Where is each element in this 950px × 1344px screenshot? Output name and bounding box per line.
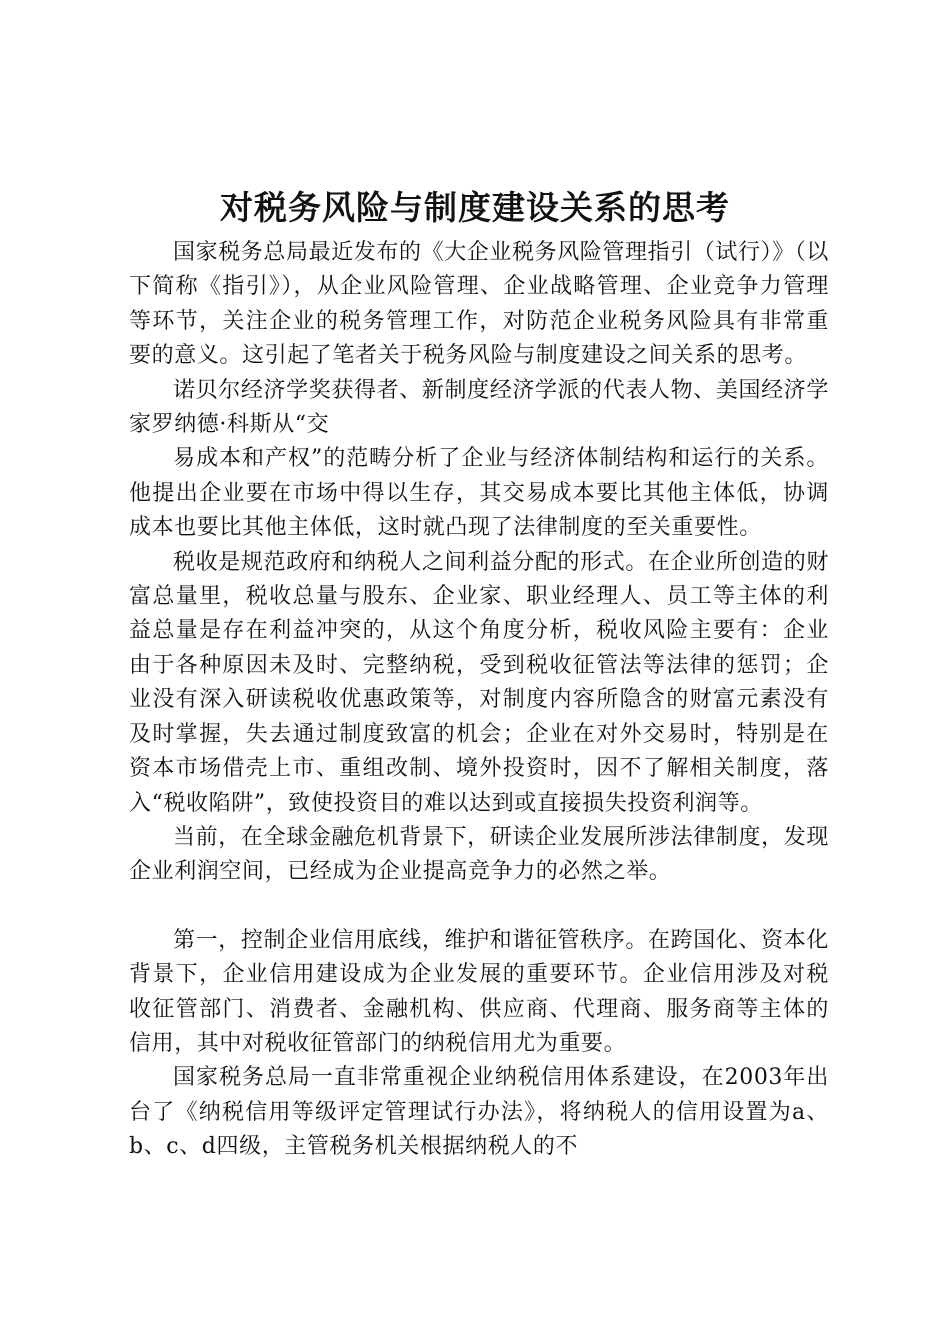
paragraph-financial-crisis: 当前，在全球金融危机背景下，研读企业发展所涉法律制度，发现企业利润空间，已经成为企业提高竞争力的必然之举。 (129, 824, 829, 885)
paragraph-credit-rating: 国家税务总局一直非常重视企业纳税信用体系建设，在2003年出台了《纳税信用等级评定管理试行办法》，将纳税人的信用设置为a、b、c、d四级，主管税务机关根据纳税人的不 (129, 1065, 829, 1160)
paragraph-tax-risk: 税收是规范政府和纳税人之间利益分配的形式。在企业所创造的财富总量里，税收总量与股东、企业家、职业经理人、员工等主体的利益总量是存在利益冲突的，从这个角度分析，税收风险主要有：企业由于各种原因未及时、完整纳税，受到税收征管法等法律的惩罚；企业没有深入研读税收优惠政策等，对制度内容所隐含的财富元素没有及时掌握，失去通过制度致富的机会；企业在对外交易时，特别是在资本市场借壳上市、重组改制、境外投资时，因不了解相关制度，落入“税收陷阱”，致使投资目的难以达到或直接损失投资利润等。 (129, 549, 829, 816)
paragraph-transaction-cost: 易成本和产权”的范畴分析了企业与经济体制结构和运行的关系。他提出企业要在市场中得以生存，其交易成本要比其他主体低，协调成本也要比其他主体低，这时就凸现了法律制度的至关重要性。 (129, 446, 829, 541)
paragraph-credit-baseline: 第一，控制企业信用底线，维护和谐征管秩序。在跨国化、资本化背景下，企业信用建设成为企业发展的重要环节。企业信用涉及对税收征管部门、消费者、金融机构、供应商、代理商、服务商等主体的信用，其中对税收征管部门的纳税信用尤为重要。 (129, 927, 829, 1056)
paragraph-intro: 国家税务总局最近发布的《大企业税务风险管理指引（试行）》（以下简称《指引》），从企业风险管理、企业战略管理、企业竞争力管理等环节，关注企业的税务管理工作，对防范企业税务风险具有非常重要的意义。这引起了笔者关于税务风险与制度建设之间关系的思考。 (129, 240, 830, 369)
document-body (129, 236, 829, 1165)
paragraph-coase-intro: 诺贝尔经济学奖获得者、新制度经济学派的代表人物、美国经济学家罗纳德·科斯从“交 (129, 377, 829, 438)
document-title: 对税务风险与制度建设关系的思考 (220, 188, 730, 227)
